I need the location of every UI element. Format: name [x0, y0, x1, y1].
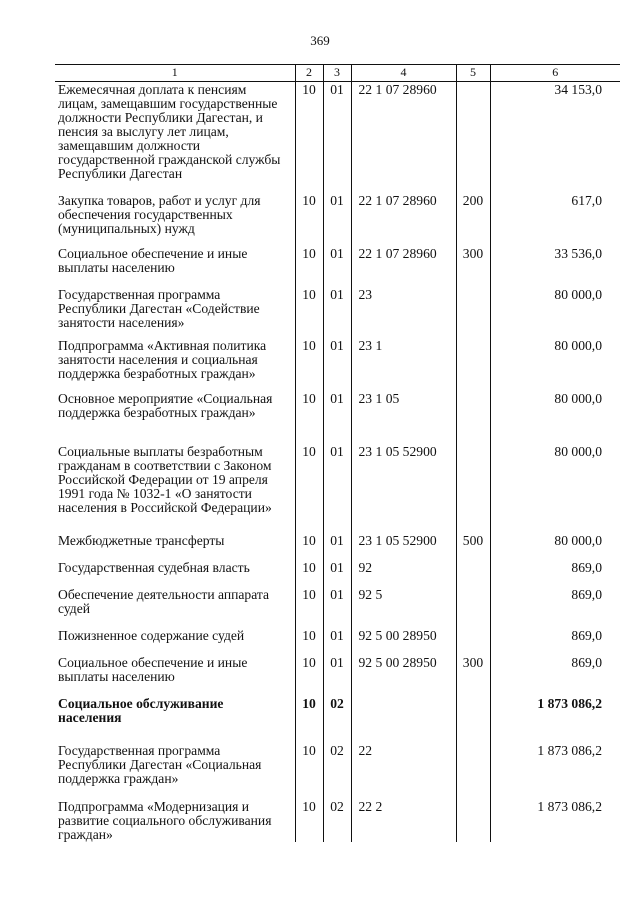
row-section-cell: 10 — [295, 696, 323, 743]
header-col-amount: 6 — [490, 65, 620, 82]
table-row — [55, 799, 620, 842]
row-expense-type-cell — [456, 696, 490, 743]
row-target-item-cell: 92 5 00 28950 — [351, 655, 456, 696]
table-row — [55, 444, 620, 533]
row-subsection-cell: 01 — [323, 82, 351, 194]
row-amount-cell: 80 000,0 — [490, 287, 620, 338]
row-target-item-cell: 92 5 00 28950 — [351, 628, 456, 655]
row-name-cell: Основное мероприятие «Социальная поддержка безработных граждан» — [58, 391, 273, 420]
header-col-target-item: 4 — [351, 65, 456, 82]
row-expense-type-cell — [456, 799, 490, 842]
row-subsection-cell: 02 — [323, 743, 351, 799]
row-name-cell: Социальные выплаты безработным гражданам в соответствии с Законом Российской Федерации от 19 апреля 1991 года № 1032-1 «О занятости населения в Российской Федерации» — [58, 444, 272, 515]
row-subsection-cell: 01 — [323, 193, 351, 246]
row-section-cell: 10 — [295, 799, 323, 842]
row-expense-type-cell: 300 — [456, 246, 490, 287]
row-section-cell: 10 — [295, 338, 323, 391]
row-subsection-cell: 01 — [323, 533, 351, 560]
row-section-cell: 10 — [295, 391, 323, 444]
table-row — [55, 338, 620, 391]
table-row — [55, 696, 620, 743]
row-section-cell: 10 — [295, 246, 323, 287]
budget-table — [55, 64, 620, 842]
row-expense-type-cell — [456, 587, 490, 628]
row-expense-type-cell — [456, 560, 490, 587]
table-row — [55, 628, 620, 655]
row-name-cell: Подпрограмма «Модернизация и развитие социального обслуживания граждан» — [58, 799, 272, 842]
header-col-name: 1 — [55, 65, 295, 82]
row-subsection-cell: 01 — [323, 246, 351, 287]
row-expense-type-cell — [456, 628, 490, 655]
table-row — [55, 391, 620, 444]
row-section-cell: 10 — [295, 587, 323, 628]
row-section-cell: 10 — [295, 287, 323, 338]
row-target-item-cell: 92 5 — [351, 587, 456, 628]
row-subsection-cell: 02 — [323, 799, 351, 842]
header-col-subsection: 3 — [323, 65, 351, 82]
table-row — [55, 287, 620, 338]
row-amount-cell: 1 873 086,2 — [490, 799, 620, 842]
table-row — [55, 743, 620, 799]
table-row — [55, 246, 620, 287]
row-name-cell: Государственная программа Республики Дагестан «Содействие занятости населения» — [58, 287, 260, 330]
row-amount-cell: 80 000,0 — [490, 533, 620, 560]
row-target-item-cell: 22 1 07 28960 — [351, 82, 456, 194]
row-target-item-cell: 22 1 07 28960 — [351, 193, 456, 246]
row-section-cell: 10 — [295, 193, 323, 246]
table-header — [55, 65, 620, 82]
row-name-cell: Межбюджетные трансферты — [58, 533, 225, 548]
row-section-cell: 10 — [295, 743, 323, 799]
row-name-cell: Социальное обеспечение и иные выплаты населению — [58, 246, 248, 275]
row-section-cell: 10 — [295, 628, 323, 655]
row-expense-type-cell — [456, 82, 490, 194]
row-target-item-cell: 22 — [351, 743, 456, 799]
row-section-cell: 10 — [295, 560, 323, 587]
table-row — [55, 587, 620, 628]
row-amount-cell: 80 000,0 — [490, 444, 620, 533]
row-expense-type-cell — [456, 338, 490, 391]
row-expense-type-cell — [456, 391, 490, 444]
row-target-item-cell: 23 1 05 52900 — [351, 533, 456, 560]
row-target-item-cell — [351, 696, 456, 743]
row-amount-cell: 1 873 086,2 — [490, 696, 620, 743]
table-row — [55, 533, 620, 560]
row-target-item-cell: 23 1 05 — [351, 391, 456, 444]
row-amount-cell: 34 153,0 — [490, 82, 620, 194]
row-name-cell: Закупка товаров, работ и услуг для обеспечения государственных (муниципальных) нужд — [58, 193, 261, 236]
row-expense-type-cell: 500 — [456, 533, 490, 560]
row-subsection-cell: 01 — [323, 444, 351, 533]
row-section-cell: 10 — [295, 655, 323, 696]
table-row — [55, 82, 620, 194]
row-target-item-cell: 23 — [351, 287, 456, 338]
row-name-cell: Пожизненное содержание судей — [58, 628, 245, 643]
row-name-cell: Государственная программа Республики Дагестан «Социальная поддержка граждан» — [58, 743, 262, 786]
row-target-item-cell: 23 1 05 52900 — [351, 444, 456, 533]
table-row — [55, 193, 620, 246]
row-subsection-cell: 01 — [323, 391, 351, 444]
row-section-cell: 10 — [295, 533, 323, 560]
row-subsection-cell: 02 — [323, 696, 351, 743]
row-target-item-cell: 23 1 — [351, 338, 456, 391]
row-expense-type-cell: 300 — [456, 655, 490, 696]
row-subsection-cell: 01 — [323, 655, 351, 696]
row-amount-cell: 869,0 — [490, 587, 620, 628]
row-amount-cell: 80 000,0 — [490, 338, 620, 391]
row-expense-type-cell — [456, 287, 490, 338]
row-amount-cell: 33 536,0 — [490, 246, 620, 287]
row-amount-cell: 869,0 — [490, 628, 620, 655]
row-subsection-cell: 01 — [323, 628, 351, 655]
table-row — [55, 560, 620, 587]
row-name-cell: Социальное обслуживание населения — [58, 696, 224, 725]
header-row — [55, 65, 620, 82]
row-subsection-cell: 01 — [323, 587, 351, 628]
row-subsection-cell: 01 — [323, 287, 351, 338]
row-name-cell: Обеспечение деятельности аппарата судей — [58, 587, 270, 616]
page-number: 369 — [310, 33, 330, 48]
row-section-cell: 10 — [295, 82, 323, 194]
row-name-cell: Подпрограмма «Активная политика занятости населения и социальная поддержка безработных граждан» — [58, 338, 267, 381]
row-amount-cell: 1 873 086,2 — [490, 743, 620, 799]
row-section-cell: 10 — [295, 444, 323, 533]
table-body — [55, 82, 620, 843]
row-target-item-cell: 92 — [351, 560, 456, 587]
row-target-item-cell: 22 2 — [351, 799, 456, 842]
row-name-cell: Государственная судебная власть — [58, 560, 250, 575]
row-target-item-cell: 22 1 07 28960 — [351, 246, 456, 287]
row-expense-type-cell: 200 — [456, 193, 490, 246]
row-subsection-cell: 01 — [323, 338, 351, 391]
row-name-cell: Ежемесячная доплата к пенсиям лицам, замещавшим государственные должности Республики Дагестан, и пенсия за выслугу лет лицам, замещавшим должности государственной гражданской службы Республики Дагестан — [58, 82, 281, 181]
header-col-expense-type: 5 — [456, 65, 490, 82]
table-row — [55, 655, 620, 696]
header-col-section: 2 — [295, 65, 323, 82]
row-expense-type-cell — [456, 444, 490, 533]
row-amount-cell: 617,0 — [490, 193, 620, 246]
row-subsection-cell: 01 — [323, 560, 351, 587]
row-amount-cell: 869,0 — [490, 655, 620, 696]
row-amount-cell: 80 000,0 — [490, 391, 620, 444]
row-amount-cell: 869,0 — [490, 560, 620, 587]
row-name-cell: Социальное обеспечение и иные выплаты населению — [58, 655, 248, 684]
row-expense-type-cell — [456, 743, 490, 799]
